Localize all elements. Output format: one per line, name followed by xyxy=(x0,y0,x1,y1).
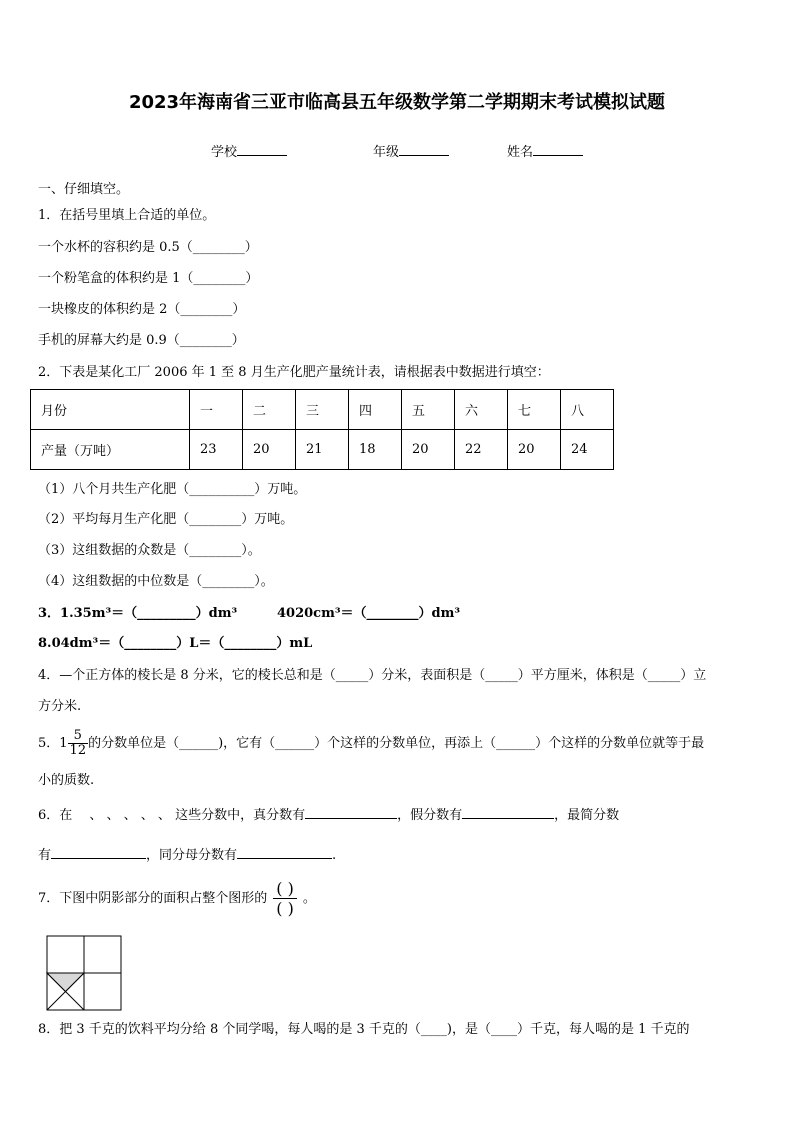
table-header-cell: 月份 xyxy=(31,390,190,430)
table-cell: 二 xyxy=(243,390,296,430)
page-title: 2023年海南省三亚市临高县五年级数学第二学期期末考试模拟试题 xyxy=(128,92,666,113)
name-blank[interactable] xyxy=(533,143,583,156)
table-cell: 24 xyxy=(561,430,614,470)
name-field xyxy=(507,141,583,160)
question-1-item: 手机的屏幕大约是 0.9（________） xyxy=(38,333,245,348)
question-6-prefix: 6．在 、 、 、 、 、 这些分数中，真分数有 xyxy=(38,808,306,823)
table-cell: 八 xyxy=(561,390,614,430)
table-cell: 23 xyxy=(190,430,243,470)
question-6-line1 xyxy=(38,806,619,824)
fraction-denominator: 12 xyxy=(69,743,87,758)
question-7-suffix: 。 xyxy=(302,891,316,906)
question-1-stem: 1．在括号里填上合适的单位。 xyxy=(38,208,216,223)
question-3-part3: 8.04dm³＝（________）L＝（________）mL xyxy=(38,636,313,651)
question-4-line1: 4．—个正方体的棱长是 8 分米，它的棱长总和是（_____）分米，表面积是（_____）平方厘米，体积是（_____）立 xyxy=(38,668,707,683)
table-cell: 18 xyxy=(349,430,402,470)
shaded-triangle xyxy=(47,973,84,992)
question-2-sub: （3）这组数据的众数是（________）。 xyxy=(38,543,261,558)
table-cell: 22 xyxy=(455,430,508,470)
grade-field xyxy=(373,141,449,160)
table-cell: 三 xyxy=(296,390,349,430)
question-5-line2: 小的质数. xyxy=(38,773,95,788)
section-heading: 一、仔细填空。 xyxy=(38,182,130,197)
school-field xyxy=(211,141,287,160)
question-6-mid2: ，最简分数 xyxy=(554,808,620,823)
answer-blank[interactable] xyxy=(51,846,146,859)
answer-blank[interactable] xyxy=(237,846,332,859)
table-cell: 20 xyxy=(508,430,561,470)
question-7-prefix: 7．下图中阴影部分的面积占整个图形的 xyxy=(38,891,268,906)
table-cell: 七 xyxy=(508,390,561,430)
table-cell: 一 xyxy=(190,390,243,430)
table-cell: 六 xyxy=(455,390,508,430)
fraction-numerator: ( ) xyxy=(273,879,297,899)
production-table xyxy=(30,389,614,470)
question-3-part1: 3．1.35m³＝（_________）dm³ xyxy=(38,606,238,621)
school-label: 学校 xyxy=(211,145,238,160)
question-7-line xyxy=(38,877,316,921)
mixed-fraction xyxy=(68,729,89,758)
table-row xyxy=(31,390,614,430)
question-6-mid1: ，假分数有 xyxy=(397,808,463,823)
question-2-sub: （1）八个月共生产化肥（__________）万吨。 xyxy=(38,482,307,497)
question-6-line2a: 有 xyxy=(38,848,52,863)
question-3-part2: 4020cm³＝（________）dm³ xyxy=(277,606,461,621)
table-cell: 20 xyxy=(402,430,455,470)
shaded-grid-figure xyxy=(46,935,122,1011)
question-1-item: 一块橡皮的体积约是 2（________） xyxy=(38,302,246,317)
name-label: 姓名 xyxy=(507,145,534,160)
grade-label: 年级 xyxy=(373,145,400,160)
question-5-line1 xyxy=(38,729,704,759)
grade-blank[interactable] xyxy=(399,143,449,156)
question-8-line1: 8．把 3 千克的饮料平均分给 8 个同学喝，每人喝的是 3 千克的（____)，是（____）千克，每人喝的是 1 千克的 xyxy=(38,1022,690,1037)
question-4-line2: 方分米. xyxy=(38,699,82,714)
question-2-sub: （2）平均每月生产化肥（________）万吨。 xyxy=(38,512,294,527)
school-blank[interactable] xyxy=(237,143,287,156)
answer-blank[interactable] xyxy=(305,806,397,819)
question-1-item: 一个水杯的容积约是 0.5（________） xyxy=(38,240,258,255)
answer-fraction[interactable] xyxy=(273,879,297,918)
question-2-sub: （4）这组数据的中位数是（________）。 xyxy=(38,574,274,589)
table-cell: 四 xyxy=(349,390,402,430)
question-5-prefix: 5．1 xyxy=(38,736,68,751)
question-6-end: . xyxy=(332,848,337,863)
table-cell: 21 xyxy=(296,430,349,470)
table-header-cell: 产量（万吨） xyxy=(31,430,190,470)
question-6-line2 xyxy=(38,846,336,864)
question-1-item: 一个粉笔盒的体积约是 1（________） xyxy=(38,271,259,286)
fraction-numerator: 5 xyxy=(68,729,89,744)
table-cell: 五 xyxy=(402,390,455,430)
question-2-stem: 2．下表是某化工厂 2006 年 1 至 8 月生产化肥产量统计表，请根据表中数据进行填空： xyxy=(38,365,550,380)
fraction-denominator: ( ) xyxy=(276,899,294,918)
question-6-line2b: ，同分母分数有 xyxy=(146,848,238,863)
question-5-suffix: 的分数单位是（______)，它有（______）个这样的分数单位，再添上（______）个这样的分数单位就等于最 xyxy=(88,736,705,751)
table-row xyxy=(31,430,614,470)
answer-blank[interactable] xyxy=(462,806,554,819)
table-cell: 20 xyxy=(243,430,296,470)
